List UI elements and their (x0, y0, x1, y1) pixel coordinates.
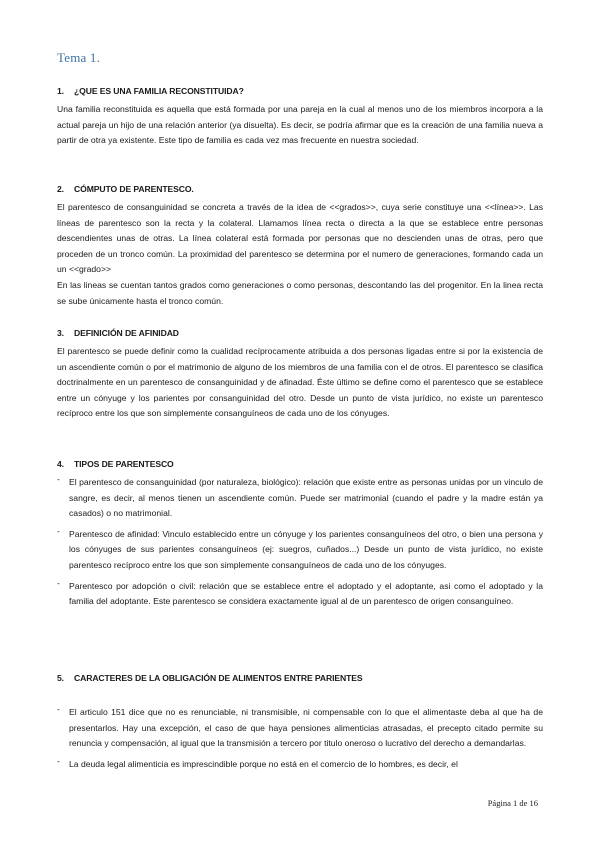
section-number: 3. (57, 328, 64, 338)
list-item-text: La deuda legal alimenticia es imprescindible porque no está en el comercio de lo hombres, es decir, el (69, 758, 458, 769)
section-4 (57, 459, 543, 615)
section-number: 1. (57, 86, 64, 96)
paragraph: En las lineas se cuentan tantos grados como generaciones o como personas, descontando las del progenitor. En la linea recta se sube únicamente hasta el tronco común. (57, 279, 543, 306)
section-heading (57, 86, 543, 96)
section-heading (57, 673, 543, 683)
paragraph: Una familia reconstituida es aquella que está formada por una pareja en la cual al menos uno de los miembros incorpora a la actual pareja un hijo de una relación anterior (ya disuelta). Es decir, se podría afirmar que es la creación de una familia nueva a partir de otra ya existente. Este tipo de familia es cada vez mas frecuente en nuestra sociedad. (57, 104, 543, 146)
bullet-dash: - (57, 577, 60, 588)
list-item-text: Parentesco por adopción o civil: relación que se establece entre el adoptado y el adoptante, asi como el adoptado y la familia del adoptante. Este parentesco se considera exactamente igual al de un parentesco de origen consanguíneo. (69, 580, 543, 607)
section-3 (57, 328, 543, 422)
list-item-text: Parentesco de afinidad: Vinculo establecido entre un cónyuge y los parientes consanguíneos del otro, o bien una persona y los cónyuges de sus parientes consanguíneos (ej: suegros, cuñados...) Desde un punto de vista jurídico, no existe parentesco recíproco entre los que son simplemente consanguíneos de cada uno de los cónyuges. (69, 528, 543, 570)
page-number-footer: Página 1 de 16 (487, 798, 538, 808)
bullet-list (57, 705, 543, 772)
section-title: CARACTERES DE LA OBLIGACIÓN DE ALIMENTOS ENTRE PARIENTES (74, 673, 363, 683)
section-2 (57, 184, 543, 309)
bullet-list (57, 475, 543, 610)
section-title: CÓMPUTO DE PARENTESCO. (74, 184, 194, 194)
list-item (57, 705, 543, 752)
section-title: ¿QUE ES UNA FAMILIA RECONSTITUIDA? (74, 86, 244, 96)
list-item-text: El articulo 151 dice que no es renunciable, ni transmisible, ni compensable con lo que el alimentaste deba al que ha de presentarlos. Hay una excepción, el caso de que haya pensiones alimenticias atrasadas, el precepto citado permite su renuncia y compensación, al igual que la transmisión a tercero por titulo oneroso o lucrativo del derecho a demandarlas. (69, 707, 543, 749)
bullet-dash: - (57, 755, 60, 766)
bullet-dash: - (57, 704, 60, 714)
list-item (57, 527, 543, 574)
list-item (57, 475, 543, 522)
list-item (57, 757, 543, 773)
paragraph: El parentesco se puede definir como la cualidad recíprocamente atribuida a dos personas ligadas entre si por la existencia de un ascendiente común o por el matrimonio de alguno de los miembros de una familia con el de otros. El parentesco se clasifica doctrinalmente en un parentesco de consanguinidad y de afinadad. Éste último se define como el parentesco que se establece entre un cónyuge y los parientes por consanguinidad del otro. Desde un punto de vista jurídico, no existe un parentesco recíproco entre los que son simplemente consanguíneos de cada uno de los cónyuges. (57, 346, 543, 419)
section-number: 2. (57, 184, 64, 194)
page-title: Tema 1. (57, 50, 101, 65)
section-number: 5. (57, 673, 64, 683)
section-5 (57, 673, 543, 777)
bullet-dash: - (57, 474, 60, 484)
section-title: DEFINICIÓN DE AFINIDAD (74, 328, 179, 338)
section-heading (57, 459, 543, 469)
section-heading (57, 184, 543, 194)
list-item-text: El parentesco de consanguinidad (por naturaleza, biológico): relación que existe entre as personas unidas por un vinculo de sangre, es decir, al menos tienen un ascendiente común. Puede ser matrimonial (cuando el padre y la madre están ya casados) o no matrimonial. (69, 477, 543, 519)
section-title: TIPOS DE PARENTESCO (74, 459, 174, 469)
paragraph: El parentesco de consanguinidad se concreta a través de la idea de <<grados>>, cuya serie constituye una <<línea>>. Las líneas de parentesco son la recta y la colateral. Llamamos línea recta o directa a la que se establece entre personas descendientes unas de otras. La línea colateral está formada por personas que no descienden unas de otras, pero que proceden de un tronco común. La proximidad del parentesco se determina por el numero de generaciones, formando cada un un <<grado>> (57, 202, 543, 275)
section-number: 4. (57, 459, 64, 469)
list-item (57, 579, 543, 610)
bullet-dash: - (57, 525, 60, 536)
section-1 (57, 86, 543, 149)
section-heading (57, 328, 543, 338)
